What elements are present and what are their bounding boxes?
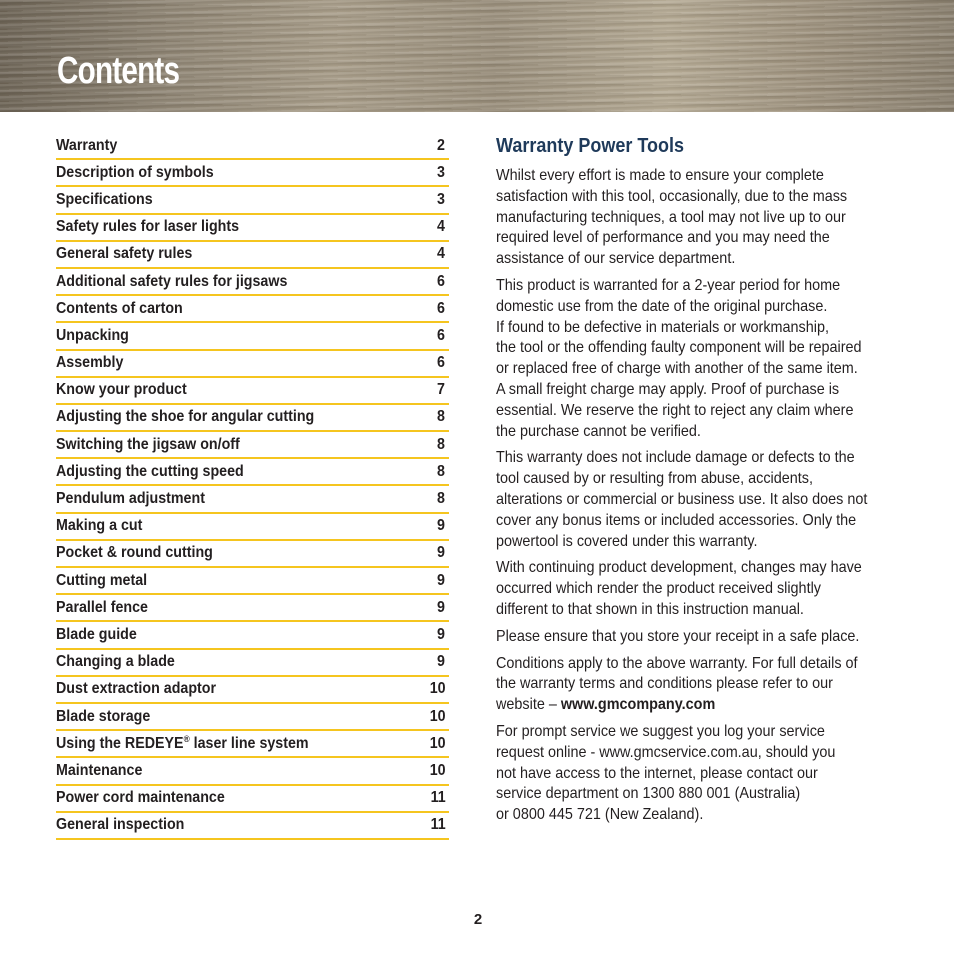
table-of-contents (56, 133, 449, 840)
toc-page-number: 9 (437, 598, 446, 616)
toc-page-number: 9 (437, 653, 446, 671)
toc-label-text: General safety rules (56, 245, 193, 263)
toc-label (56, 327, 129, 345)
toc-label-text: Description of symbols (56, 163, 214, 181)
toc-row[interactable] (56, 323, 449, 350)
toc-row[interactable] (56, 432, 449, 459)
toc-page-number: 8 (437, 408, 446, 426)
toc-row[interactable] (56, 568, 449, 595)
toc-page-number: 10 (429, 734, 446, 752)
toc-label (56, 762, 142, 780)
toc-page-number: 4 (437, 218, 446, 236)
toc-label (56, 708, 150, 726)
header-banner (0, 0, 954, 112)
toc-label (56, 572, 147, 590)
toc-page-number: 2 (437, 136, 446, 154)
conditions-paragraph (496, 654, 892, 716)
toc-label (56, 735, 309, 753)
toc-label-text: Parallel fence (56, 598, 148, 616)
toc-page-number: 4 (437, 245, 446, 263)
toc-row[interactable] (56, 622, 449, 649)
toc-row[interactable] (56, 704, 449, 731)
toc-row[interactable] (56, 595, 449, 622)
toc-row[interactable] (56, 650, 449, 677)
toc-row[interactable] (56, 269, 449, 296)
toc-page-number: 6 (437, 272, 446, 290)
toc-label-text: Adjusting the shoe for angular cutting (56, 408, 315, 426)
toc-page-number: 8 (437, 490, 446, 508)
warranty-paragraph-4: With continuing product development, changes may have occurred which render the product received slightly different to that shown in this instruction manual. (496, 559, 862, 618)
toc-row[interactable] (56, 133, 449, 160)
toc-label (56, 626, 137, 644)
toc-label (56, 463, 244, 481)
toc-label (56, 218, 239, 236)
toc-label-text: Switching the jigsaw on/off (56, 435, 240, 453)
toc-label-text: Blade guide (56, 625, 137, 643)
page-title: Contents (57, 50, 180, 92)
toc-label-text: Warranty (56, 136, 118, 154)
toc-label (56, 680, 216, 698)
toc-label (56, 408, 314, 426)
toc-row[interactable] (56, 405, 449, 432)
toc-label-text: Using the REDEYE (56, 734, 184, 752)
toc-label-suffix: laser line system (189, 734, 309, 752)
page-number: 2 (473, 911, 483, 928)
toc-label (56, 436, 240, 454)
toc-label (56, 164, 214, 182)
toc-row[interactable] (56, 813, 449, 840)
toc-label (56, 300, 183, 318)
toc-label (56, 381, 187, 399)
toc-row[interactable] (56, 459, 449, 486)
toc-row[interactable] (56, 242, 449, 269)
toc-label-text: Know your product (56, 381, 187, 399)
toc-row[interactable] (56, 541, 449, 568)
toc-label (56, 191, 153, 209)
toc-label (56, 517, 142, 535)
conditions-text: Conditions apply to the above warranty. For full details of the warranty terms and conditions please refer to our website – (496, 654, 858, 714)
toc-page-number: 3 (437, 163, 446, 181)
toc-label-text: Contents of carton (56, 299, 183, 317)
toc-page-number: 9 (437, 544, 446, 562)
warranty-section (496, 135, 891, 832)
toc-row[interactable] (56, 160, 449, 187)
toc-page-number: 10 (429, 761, 446, 779)
toc-row[interactable] (56, 677, 449, 704)
toc-row[interactable] (56, 486, 449, 513)
toc-label-text: Pendulum adjustment (56, 490, 205, 508)
toc-label-text: Dust extraction adaptor (56, 680, 217, 698)
section-heading: Warranty Power Tools (496, 135, 685, 157)
toc-page-number: 7 (437, 381, 446, 399)
toc-label (56, 599, 148, 617)
toc-label-text: Adjusting the cutting speed (56, 462, 244, 480)
toc-page-number: 6 (437, 354, 446, 372)
website-link[interactable]: www.gmcompany.com (560, 696, 716, 714)
toc-label (56, 354, 123, 372)
toc-page-number: 11 (430, 816, 446, 834)
toc-row[interactable] (56, 731, 449, 758)
toc-page-number: 11 (430, 789, 446, 807)
toc-label-text: Safety rules for laser lights (56, 218, 240, 236)
toc-label-text: Pocket & round cutting (56, 544, 213, 562)
toc-label-text: Making a cut (56, 517, 143, 535)
toc-label (56, 137, 117, 155)
warranty-paragraph-3: This warranty does not include damage or defects to the tool caused by or resulting from abuse, accidents, alterations or commercial or business use. It also does not cover any bonus items or included accessories. Only the powertool is covered under this warranty. (496, 449, 868, 550)
toc-label-text: Specifications (56, 190, 153, 208)
toc-row[interactable] (56, 758, 449, 785)
toc-label-text: Maintenance (56, 761, 143, 779)
warranty-paragraph-1: Whilst every effort is made to ensure your complete satisfaction with this tool, occasionally, due to the mass manufacturing techniques, a tool may not live up to our required level of performance and you may need the assistance of our service department. (496, 167, 848, 268)
toc-row[interactable] (56, 296, 449, 323)
toc-label-text: Additional safety rules for jigsaws (56, 272, 288, 290)
warranty-paragraph-2: This product is warranted for a 2-year period for home domestic use from the date of the original purchase. If found to be defective in materials or workmanship, the tool or the offending faulty component will be repaired or replaced free of charge with another of the same item. A small freight charge may apply. Proof of purchase is essential. We reserve the right to reject any claim where the purchase cannot be verified. (496, 276, 862, 440)
toc-page-number: 9 (437, 571, 446, 589)
toc-label (56, 273, 287, 291)
registered-mark: ® (183, 733, 190, 744)
service-paragraph: For prompt service we suggest you log your service request online - www.gmcservice.com.au, should you not have access to the internet, please contact our service department on 1300 880 001 (Australia) or 0800 445 721 (New Zealand). (496, 722, 836, 824)
warranty-paragraph-5: Please ensure that you store your receipt in a safe place. (496, 627, 860, 645)
toc-row[interactable] (56, 514, 449, 541)
toc-label (56, 490, 205, 508)
toc-label (56, 245, 192, 263)
toc-row[interactable] (56, 351, 449, 378)
toc-label-text: Blade storage (56, 707, 151, 725)
toc-page-number: 3 (437, 190, 446, 208)
toc-page-number: 10 (429, 707, 446, 725)
toc-label-text: Power cord maintenance (56, 789, 225, 807)
toc-label (56, 816, 184, 834)
toc-row[interactable] (56, 215, 449, 242)
toc-page-number: 9 (437, 517, 446, 535)
toc-page-number: 9 (437, 625, 446, 643)
toc-label-text: Cutting metal (56, 571, 148, 589)
toc-row[interactable] (56, 378, 449, 405)
toc-label (56, 653, 175, 671)
toc-label (56, 544, 213, 562)
toc-label-text: Changing a blade (56, 653, 175, 671)
toc-row[interactable] (56, 187, 449, 214)
toc-row[interactable] (56, 786, 449, 813)
toc-label-text: General inspection (56, 816, 185, 834)
toc-label-text: Unpacking (56, 326, 129, 344)
toc-page-number: 10 (429, 680, 446, 698)
toc-page-number: 6 (437, 299, 446, 317)
toc-page-number: 8 (437, 435, 446, 453)
toc-page-number: 6 (437, 326, 446, 344)
toc-label-text: Assembly (56, 354, 124, 372)
toc-label (56, 789, 225, 807)
toc-page-number: 8 (437, 462, 446, 480)
